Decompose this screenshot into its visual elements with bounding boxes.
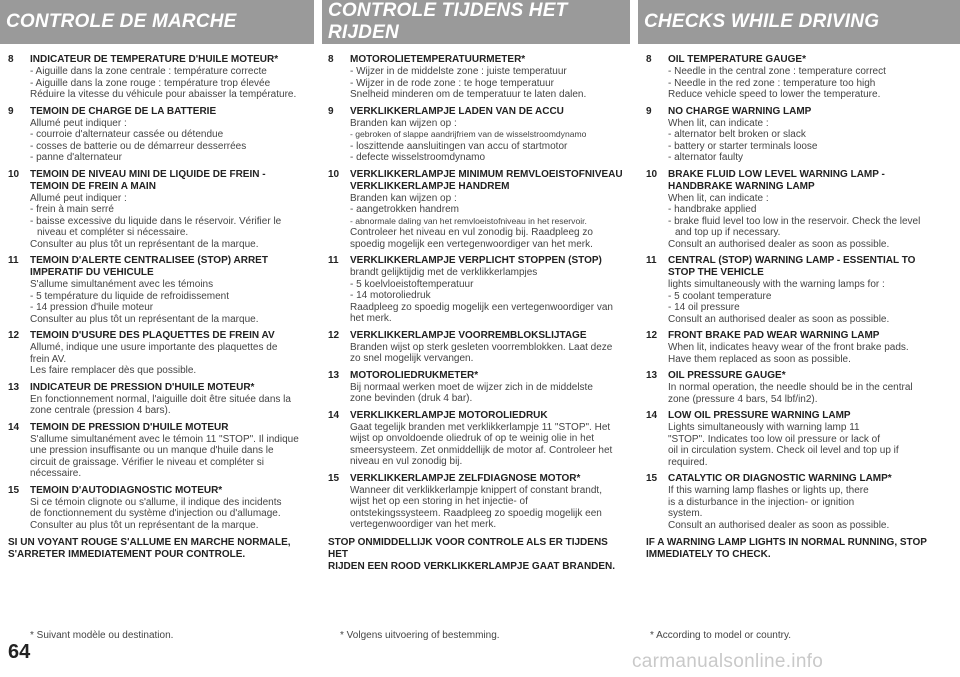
item-body: [350, 410, 626, 468]
item-text-line: Branden wijst op sterk gesleten voorremblokken. Laat deze: [350, 341, 613, 353]
item-number: 11: [646, 255, 657, 266]
item-text-line: circuit de graissage. Vérifier le niveau et compléter si: [30, 456, 264, 468]
indicator-item: [646, 255, 952, 325]
item-body: [30, 54, 308, 101]
item-number: 9: [8, 105, 14, 117]
item-number: 9: [646, 105, 652, 117]
item-text-line: - Needle in the red zone : temperature too high: [668, 77, 876, 89]
item-number: 14: [328, 409, 340, 421]
item-text-line: - 5 température du liquide de refroidissement: [30, 290, 229, 302]
item-text-line: - courroie d'alternateur cassée ou détendue: [30, 129, 224, 140]
item-title: TEMOIN DE NIVEAU MINI DE LIQUIDE DE FREIN -: [30, 168, 266, 180]
item-text-line: Allumé, indique une usure importante des plaquettes de: [30, 342, 278, 353]
item-title: TEMOIN D'ALERTE CENTRALISEE (STOP) ARRET: [30, 255, 268, 266]
item-number: 13: [328, 369, 340, 381]
item-title: VERKLIKKERLAMPJE MINIMUM REMVLOEISTOFNIVEAU: [350, 168, 623, 180]
item-body: [668, 54, 952, 101]
indicator-item: [646, 330, 952, 365]
warning-statement: STOP ONMIDDELLIJK VOOR CONTROLE ALS ER TIJDENS HET: [328, 536, 608, 560]
item-text-line: Si ce témoin clignote ou s'allume, il indique des incidents: [30, 496, 282, 508]
warning-statement: SI UN VOYANT ROUGE S'ALLUME EN MARCHE NORMALE,: [8, 537, 291, 548]
indicator-item: [646, 106, 952, 164]
warning-statement: IMMEDIATELY TO CHECK.: [646, 549, 771, 560]
item-text-line: Consulter au plus tôt un représentant de la marque.: [30, 238, 259, 250]
item-text-line: Consult an authorised dealer as soon as possible.: [668, 519, 890, 531]
item-number: 13: [646, 370, 658, 381]
indicator-item: [8, 422, 308, 480]
item-text-line: In normal operation, the needle should be in the central: [668, 382, 913, 393]
item-text-line: niveau en vul zonodig bij.: [350, 456, 463, 467]
item-text-line: - frein à main serré: [30, 204, 114, 215]
item-text-line: - 14 motoroliedruk: [350, 290, 431, 301]
item-text-line: - battery or starter terminals loose: [668, 140, 818, 152]
item-title: TEMOIN D'AUTODIAGNOSTIC MOTEUR*: [30, 484, 223, 496]
item-text-line: Allumé peut indiquer :: [30, 117, 127, 129]
item-body: [350, 370, 626, 405]
column-dutch: [322, 0, 630, 677]
warning-statement: IF A WARNING LAMP LIGHTS IN NORMAL RUNNING, STOP: [646, 537, 927, 548]
indicator-item: [8, 106, 308, 164]
item-text-line: Branden kan wijzen op :: [350, 192, 457, 204]
item-text-line: S'allume simultanément avec le témoin 11 "STOP". Il indique: [30, 433, 299, 445]
indicator-item: [8, 54, 308, 101]
item-text-line: Branden kan wijzen op :: [350, 117, 457, 129]
item-number: 12: [646, 330, 658, 341]
item-text-line: frein AV.: [30, 353, 67, 365]
item-title: VERKLIKKERLAMPJE MOTOROLIEDRUK: [350, 409, 548, 421]
indicator-item: [328, 106, 626, 164]
item-body: [668, 410, 952, 468]
item-text-line: If this warning lamp flashes or lights up, there: [668, 485, 869, 496]
item-title: TEMOIN D'USURE DES PLAQUETTES DE FREIN AV: [30, 330, 275, 341]
item-text-line: wijst het op een storing in het injectie- of: [350, 496, 528, 507]
item-body: [30, 485, 308, 532]
item-text-line: Lights simultaneously with warning lamp 11: [668, 422, 860, 433]
item-body: [668, 330, 952, 365]
item-body: [350, 106, 626, 164]
warning-statement: S'ARRETER IMMEDIATEMENT POUR CONTROLE.: [8, 549, 246, 560]
item-body: [30, 382, 308, 417]
item-text-line: niveau et compléter si nécessaire.: [37, 227, 189, 238]
item-body: [30, 106, 308, 164]
item-text-line: required.: [668, 456, 708, 468]
item-text-line: zone bevinden (druk 4 bar).: [350, 393, 473, 404]
item-text-line: - Needle in the central zone : temperature correct: [668, 66, 886, 77]
item-text-line: - loszittende aansluitingen van accu of startmotor: [350, 140, 568, 152]
item-number: 11: [8, 255, 19, 266]
item-body: [30, 422, 308, 480]
item-body: [668, 169, 952, 251]
item-text-line: - cosses de batterie ou de démarreur desserrées: [30, 140, 247, 152]
item-text-line: When lit, indicates heavy wear of the front brake pads.: [668, 342, 909, 353]
item-title: HANDBRAKE WARNING LAMP: [668, 180, 815, 192]
item-body: [668, 106, 952, 164]
item-number: 15: [646, 473, 658, 484]
footnote: * According to model or country.: [650, 630, 791, 641]
item-title: LOW OIL PRESSURE WARNING LAMP: [668, 410, 851, 421]
item-title: VERKLIKKERLAMPJE VERPLICHT STOPPEN (STOP): [350, 255, 602, 266]
item-text-line: zone centrale (pression 4 bars).: [30, 405, 171, 416]
item-title: VERKLIKKERLAMPJE LADEN VAN DE ACCU: [350, 105, 564, 117]
item-text-line: brandt gelijktijdig met de verklikkerlampjes: [350, 267, 538, 278]
item-text-line: Reduce vehicle speed to lower the temperature.: [668, 89, 881, 100]
item-text-line: - 5 koelvloeistoftemperatuur: [350, 278, 474, 290]
item-body: [668, 255, 952, 325]
item-number: 8: [328, 54, 334, 65]
item-text-line: - brake fluid level too low in the reservoir. Check the level: [668, 215, 921, 227]
item-number: 10: [328, 168, 340, 180]
item-text-line: En fonctionnement normal, l'aiguille doit être située dans la: [30, 393, 291, 405]
item-text-line: Réduire la vitesse du véhicule pour abaisser la température.: [30, 89, 297, 100]
indicator-item: [8, 485, 308, 532]
item-text-line: spoedig mogelijk een vertegenwoordiger van het merk.: [350, 238, 593, 250]
indicator-item: [328, 169, 626, 251]
item-text-line: smeersysteem. Zet onmiddellijk de motor af. Controleer het: [350, 444, 613, 456]
item-text-line: - Wijzer in de middelste zone : juiste temperatuur: [350, 66, 567, 77]
item-body: [350, 330, 626, 365]
item-number: 14: [646, 410, 658, 421]
item-text-line: - defecte wisselstroomdynamo: [350, 152, 486, 163]
item-text-line: Controleer het niveau en vul zonodig bij. Raadpleeg zo: [350, 227, 593, 238]
indicator-item: [646, 370, 952, 405]
item-text-line: het merk.: [350, 313, 392, 324]
item-number: 8: [8, 54, 14, 65]
item-title: VERKLIKKERLAMPJE HANDREM: [350, 180, 510, 192]
footnote: * Suivant modèle ou destination.: [30, 630, 174, 641]
item-body: [350, 255, 626, 325]
item-text-line: Gaat tegelijk branden met verklikkerlampje 11 "STOP". Het: [350, 421, 611, 433]
item-title: IMPERATIF DU VEHICULE: [30, 267, 154, 278]
item-number: 10: [646, 168, 658, 180]
section-header: CONTROLE DE MARCHE: [0, 0, 314, 44]
item-text-line: - Aiguille dans la zone centrale : température correcte: [30, 66, 267, 77]
indicator-item: [646, 54, 952, 101]
item-text-line: Consulter au plus tôt un représentant de la marque.: [30, 519, 259, 531]
item-number: 12: [8, 330, 20, 341]
item-title: TEMOIN DE CHARGE DE LA BATTERIE: [30, 105, 217, 117]
item-number: 10: [8, 168, 20, 180]
indicator-item: [646, 410, 952, 468]
item-text-line: - alternator faulty: [668, 152, 744, 163]
indicator-item: [328, 410, 626, 468]
item-title: NO CHARGE WARNING LAMP: [668, 105, 812, 117]
item-text-line: - Wijzer in de rode zone : te hoge temperatuur: [350, 77, 554, 89]
item-body: [30, 330, 308, 377]
item-text-line: - 5 coolant temperature: [668, 290, 772, 302]
item-text-line: - abnormale daling van het remvloeistofniveau in het reservoir.: [350, 215, 587, 226]
item-text-line: Consult an authorised dealer as soon as possible.: [668, 313, 890, 325]
item-text-line: When lit, can indicate :: [668, 117, 769, 129]
item-title: OIL TEMPERATURE GAUGE*: [668, 54, 806, 65]
item-text-line: vertegenwoordiger van het merk.: [350, 519, 497, 530]
item-text-line: Les faire remplacer dès que possible.: [30, 365, 197, 376]
item-body: [350, 54, 626, 101]
indicator-item: [8, 169, 308, 251]
column-english: [638, 0, 960, 677]
indicator-item: [8, 382, 308, 417]
item-text-line: une pression insuffisante ou un manque d'huile dans le: [30, 445, 274, 456]
item-text-line: Allumé peut indiquer :: [30, 192, 127, 204]
item-text-line: oil in circulation system. Check oil level and top up if: [668, 445, 899, 456]
item-title: MOTOROLIETEMPERATUURMETER*: [350, 54, 526, 65]
item-title: INDICATEUR DE PRESSION D'HUILE MOTEUR*: [30, 381, 255, 393]
item-text-line: - panne d'alternateur: [30, 152, 122, 163]
indicator-item: [8, 255, 308, 325]
item-text-line: S'allume simultanément avec les témoins: [30, 279, 214, 290]
item-number: 8: [646, 54, 652, 65]
item-number: 14: [8, 421, 20, 433]
item-number: 11: [328, 255, 339, 266]
item-text-line: system.: [668, 508, 703, 519]
item-text-line: de fonctionnement du système d'injection ou d'allumage.: [30, 508, 281, 519]
item-text-line: Bij normaal werken moet de wijzer zich in de middelste: [350, 381, 593, 393]
item-text-line: Have them replaced as soon as possible.: [668, 353, 851, 365]
item-body: [350, 473, 626, 531]
item-text-line: zone (pressure 4 bars, 54 lbf/in2).: [668, 393, 818, 405]
item-text-line: When lit, can indicate :: [668, 192, 769, 204]
item-text-line: - handbrake applied: [668, 204, 757, 215]
item-title: BRAKE FLUID LOW LEVEL WARNING LAMP -: [668, 168, 885, 180]
item-text-line: and top up if necessary.: [675, 227, 781, 238]
item-title: STOP THE VEHICLE: [668, 267, 764, 278]
item-title: CATALYTIC OR DIAGNOSTIC WARNING LAMP*: [668, 473, 892, 484]
item-number: 15: [8, 484, 20, 496]
indicator-item: [328, 473, 626, 531]
item-text-line: Snelheid minderen om de temperatuur te laten dalen.: [350, 89, 587, 100]
item-text-line: nécessaire.: [30, 468, 82, 479]
item-title: VERKLIKKERLAMPJE ZELFDIAGNOSE MOTOR*: [350, 472, 581, 484]
item-body: [668, 370, 952, 405]
item-text-line: ontstekingssysteem. Raadpleeg zo spoedig mogelijk een: [350, 507, 602, 519]
indicator-item: [328, 54, 626, 101]
item-title: INDICATEUR DE TEMPERATURE D'HUILE MOTEUR*: [30, 54, 279, 65]
item-text-line: - gebroken of slappe aandrijfriem van de wisselstroomdynamo: [350, 129, 587, 139]
item-body: [668, 473, 952, 531]
item-text-line: - alternator belt broken or slack: [668, 129, 806, 140]
item-text-line: Consulter au plus tôt un représentant de la marque.: [30, 313, 259, 325]
item-number: 13: [8, 381, 20, 393]
indicator-item: [646, 473, 952, 531]
item-text-line: - 14 pression d'huile moteur: [30, 302, 154, 313]
indicator-item: [8, 330, 308, 377]
item-text-line: - aangetrokken handrem: [350, 204, 459, 215]
item-text-line: lights simultaneously with the warning lamps for :: [668, 279, 885, 290]
item-text-line: - 14 oil pressure: [668, 302, 740, 313]
item-text-line: zo snel mogelijk vervangen.: [350, 353, 474, 364]
item-number: 12: [328, 329, 340, 341]
item-number: 15: [328, 472, 340, 484]
item-text-line: Raadpleeg zo spoedig mogelijk een vertegenwoordiger van: [350, 301, 613, 313]
item-number: 9: [328, 105, 334, 117]
item-title: TEMOIN DE PRESSION D'HUILE MOTEUR: [30, 421, 229, 433]
item-body: [30, 169, 308, 251]
item-title: VERKLIKKERLAMPJE VOORREMBLOKSLIJTAGE: [350, 329, 587, 341]
indicator-item: [328, 255, 626, 325]
indicator-item: [646, 169, 952, 251]
item-text-line: - baisse excessive du liquide dans le réservoir. Vérifier le: [30, 215, 282, 227]
section-header: CHECKS WHILE DRIVING: [638, 0, 960, 44]
item-body: [350, 169, 626, 251]
item-text-line: Wanneer dit verklikkerlampje knippert of constant brandt,: [350, 484, 602, 496]
section-header: CONTROLE TIJDENS HET RIJDEN: [322, 0, 630, 44]
page-number: 64: [8, 641, 31, 663]
item-title: TEMOIN DE FREIN A MAIN: [30, 180, 156, 192]
item-text-line: is a disturbance in the injection- or ignition: [668, 496, 855, 508]
item-text-line: Consult an authorised dealer as soon as possible.: [668, 238, 890, 250]
warning-statement: RIJDEN EEN ROOD VERKLIKKERLAMPJE GAAT BRANDEN.: [328, 560, 616, 572]
column-french: [0, 0, 314, 677]
item-text-line: "STOP". Indicates too low oil pressure or lack of: [668, 433, 881, 445]
item-title: FRONT BRAKE PAD WEAR WARNING LAMP: [668, 330, 880, 341]
item-title: OIL PRESSURE GAUGE*: [668, 370, 786, 381]
item-body: [30, 255, 308, 325]
item-text-line: wijst op onvoldoende oliedruk of op te weinig olie in het: [350, 433, 595, 444]
indicator-item: [328, 370, 626, 405]
indicator-item: [328, 330, 626, 365]
item-title: MOTOROLIEDRUKMETER*: [350, 369, 479, 381]
item-text-line: - Aiguille dans la zone rouge : température trop élevée: [30, 77, 271, 89]
item-title: CENTRAL (STOP) WARNING LAMP - ESSENTIAL TO: [668, 255, 916, 266]
watermark-text: carmanualsonline.info: [632, 651, 824, 672]
footnote: * Volgens uitvoering of bestemming.: [340, 630, 500, 641]
